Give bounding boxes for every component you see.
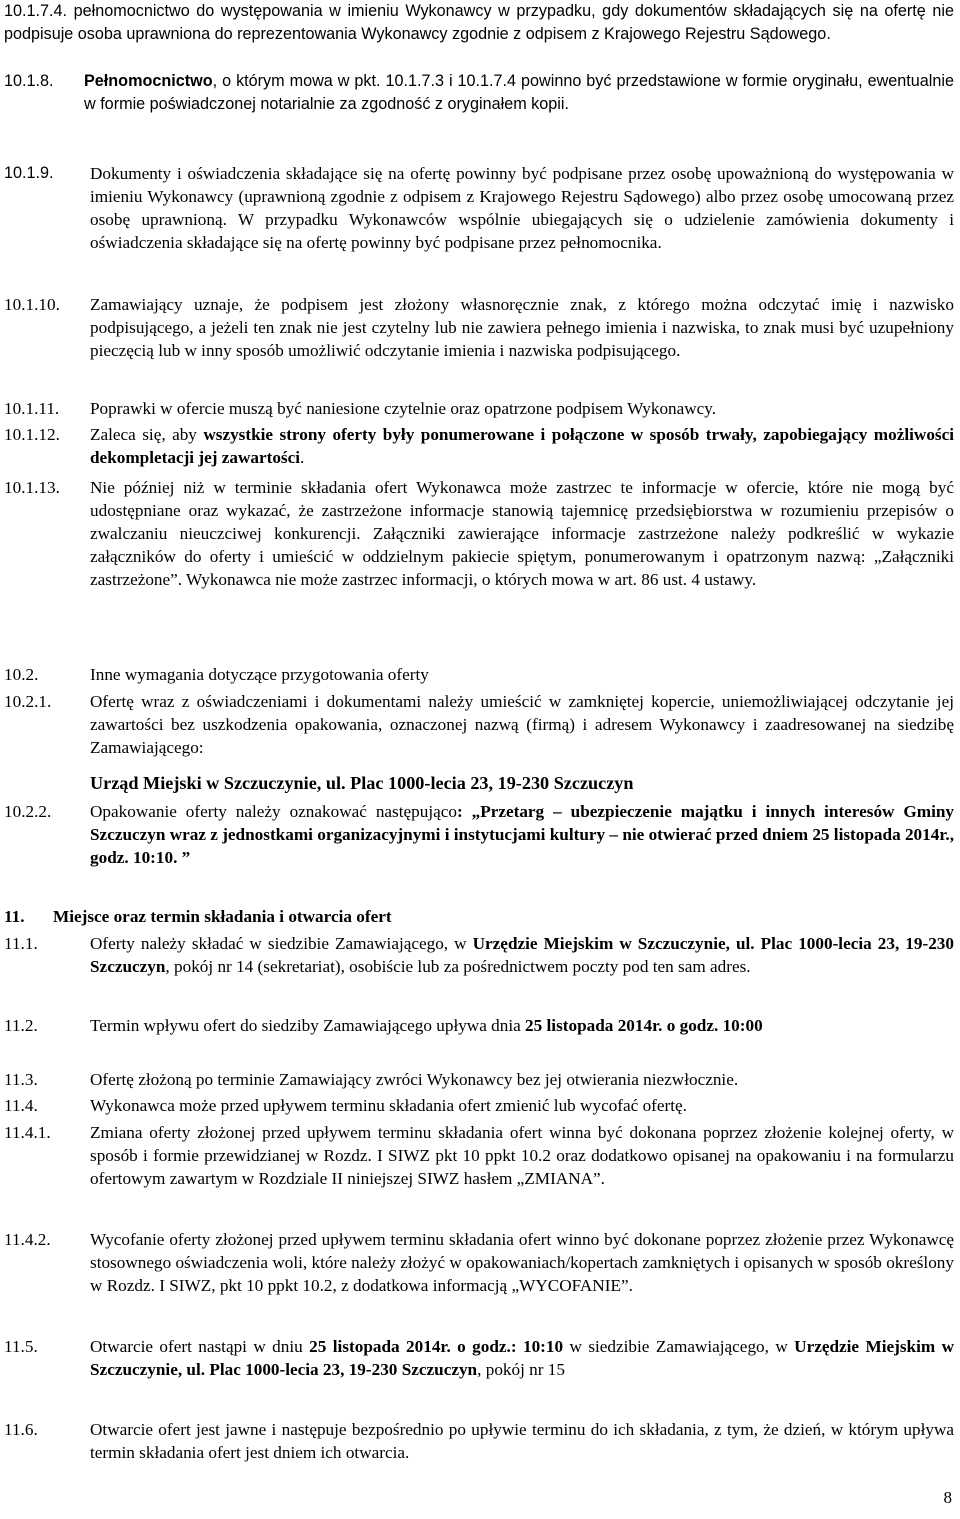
item-number: 11.1. (4, 934, 38, 953)
item-text-part: Miejsce oraz termin składania i otwarcia ofert (53, 907, 392, 926)
item-text: Nie później niż w terminie składania ofert Wykonawca może zastrzec te informacje w ofercie, które nie mogą być udostępniane oraz wykazać, że zastrzeżone informacje stanowią tajemnicę przedsiębiorstwa w rozumieniu przepisów o zwalczaniu nieuczciwej konkurencji. Załączniki zawierające informacje zastrzeżone należy podkreślić w wykazie załączników do oferty i umieścić w oddzielnym pakiecie spiętym, ponumerowanym i opatrzonym nazwą: „Załączniki zastrzeżone”. Wykonawca nie może zastrzec informacji, o których mowa w art. 86 ust. 4 ustawy. (90, 478, 954, 590)
item-10-1-11 (4, 397, 954, 420)
item-10-1-7-4 (4, 0, 954, 46)
item-text-part: Urząd Miejski w Szczuczynie, ul. Plac 1000-lecia 23, 19-230 Szczuczyn (90, 773, 634, 793)
item-text-part: w siedzibie Zamawiającego, w (563, 1337, 795, 1356)
item-text: Ofertę wraz z oświadczeniami i dokumentami należy umieścić w zamkniętej kopercie, uniemożliwiającej odczytanie jej zawartości bez uszkodzenia opakowania, oznaczonej nazwą (firmą) i adresem Wykonawcy i zaadresowanej na siedzibę Zamawiającego: (90, 692, 954, 758)
item-number: 11.4. (4, 1096, 38, 1115)
item-text: Wycofanie oferty złożonej przed upływem terminu składania ofert winno być dokonane poprzez złożenie przez Wykonawcę stosownego oświadczenia woli, które należy złożyć w opakowaniach/kopertach zamkniętych i opisanych w sposób określony w Rozdz. I SIWZ, pkt 10 ppkt 10.2, z dodatkowa informacją „WYCOFANIE”. (90, 1230, 954, 1296)
item-10-2-1 (4, 690, 954, 759)
item-text: Zamawiający uznaje, że podpisem jest złożony własnoręcznie znak, z którego można odczytać imię i nazwisko podpisującego, a jeżeli ten znak nie jest czytelny lub nie zawiera pełnego imienia i nazwiska, to znak musi być uzupełniony pieczęcią lub w inny sposób umożliwić odczytanie imienia i nazwiska podpisującego. (90, 295, 954, 361)
item-10-1-10 (4, 293, 954, 362)
address-line (4, 772, 954, 795)
item-text-part: , pokój nr 14 (sekretariat), osobiście lub za pośrednictwem poczty pod ten sam adres. (165, 957, 751, 977)
item-number: 11.4.2. (4, 1230, 51, 1249)
item-text-part: Otwarcie ofert nastąpi w dniu (90, 1337, 310, 1356)
section-11 (4, 905, 954, 928)
item-text-part: 25 listopada 2014r. o godz.: 10:10 (309, 1337, 564, 1356)
item-text: Zmiana oferty złożonej przed upływem terminu składania ofert winna być dokonana poprzez złożenie kolejnej oferty, w sposób i formie przewidzianej w Rozdz. I SIWZ pkt 10 ppkt 10.2 oraz dodatkowo opisanej na opakowaniu i na formularzu ofertowym zawartym w Rozdziale II niniejszej SIWZ hasłem „ZMIANA”. (90, 1123, 954, 1189)
item-text-part: Termin wpływu ofert do siedziby Zamawiającego upływa dnia (90, 1016, 526, 1035)
item-10-2-2 (4, 800, 954, 869)
item-text-part: Opakowanie oferty należy oznakować następująco (90, 802, 457, 821)
item-number: 11.4.1. (4, 1123, 51, 1142)
item-number: 10.2. (4, 665, 39, 684)
item-text (90, 932, 954, 978)
item-11-2 (4, 1014, 954, 1037)
item-11-4-1 (4, 1121, 954, 1190)
item-number: 10.1.12. (4, 425, 60, 444)
item-11-4 (4, 1094, 954, 1117)
item-number: 11.5. (4, 1337, 38, 1356)
item-11-5 (4, 1335, 954, 1381)
item-text-part: wszystkie strony oferty były ponumerowane i połączone w sposób trwały, zapobiegający możliwości dekompletacji jej zawartości (90, 425, 955, 468)
item-text: Poprawki w ofercie muszą być naniesione czytelnie oraz opatrzone podpisem Wykonawcy. (90, 399, 717, 418)
item-text-part: , pokój nr 15 (477, 1360, 565, 1380)
item-text-part: Zaleca się, aby (90, 425, 204, 444)
item-number: 10.2.1. (4, 692, 52, 711)
item-number: 11.3. (4, 1070, 38, 1089)
item-text: Inne wymagania dotyczące przygotowania oferty (90, 665, 429, 684)
item-number: 11.2. (4, 1016, 38, 1035)
item-text: Ofertę złożoną po terminie Zamawiający zwróci Wykonawcy bez jej otwierania niezwłocznie. (90, 1070, 739, 1089)
page-number: 8 (943, 1488, 952, 1507)
section-title (53, 905, 954, 928)
item-text: Wykonawca może przed upływem terminu składania ofert zmienić lub wycofać ofertę. (90, 1096, 687, 1115)
item-text (84, 70, 954, 116)
item-10-1-9 (4, 162, 954, 254)
item-number: 11. (4, 907, 25, 926)
item-text (90, 1014, 954, 1037)
item-10-1-12 (4, 423, 954, 469)
item-text (90, 1335, 954, 1381)
item-text-part: . (300, 448, 305, 468)
item-number: 10.1.10. (4, 295, 60, 314)
item-11-3 (4, 1068, 954, 1091)
item-10-1-13 (4, 476, 954, 591)
item-number: 10.1.13. (4, 478, 60, 497)
item-number: 10.2.2. (4, 802, 52, 821)
item-text (90, 800, 954, 869)
item-text (90, 423, 954, 469)
item-number: 10.1.8. (4, 72, 54, 90)
item-text-part: 25 listopada 2014r. o godz. 10:00 (525, 1016, 763, 1035)
item-10-1-8 (4, 70, 954, 116)
item-text-part: Pełnomocnictwo (84, 72, 213, 90)
item-number: 10.1.9. (4, 164, 54, 182)
item-text (4, 0, 954, 46)
item-text-part: , o którym mowa w pkt. 10.1.7.3 i 10.1.7.4 powinno być przedstawione w formie oryginału, ewentualnie w formie poświadczonej notarialnie za zgodność z oryginałem kopii. (84, 72, 954, 114)
item-number: 10.1.7.4. (4, 2, 68, 20)
item-text-part: : „Przetarg – ubezpieczenie majątku i innych interesów Gminy Szczuczyn wraz z jednostkami organizacyjnymi i instytucjami kultury – nie otwierać przed dniem 25 listopada 2014r., godz. 10:10. ” (90, 802, 955, 868)
item-text-part: Urzędzie Miejskim w Szczuczynie, ul. Plac 1000-lecia 23, 19-230 Szczuczyn (90, 934, 954, 977)
item-text-part: pełnomocnictwo do występowania w imieniu Wykonawcy w przypadku, gdy dokumentów składających się na ofertę nie podpisuje osoba uprawniona do reprezentowania Wykonawcy zgodnie z odpisem z Krajowego Rejestru Sądowego. (4, 2, 955, 44)
item-number: 10.1.11. (4, 399, 60, 418)
item-text-part: Oferty należy składać w siedzibie Zamawiającego, w (90, 934, 473, 953)
item-11-6 (4, 1418, 954, 1464)
item-text-part: Urzędzie Miejskim w Szczuczynie, ul. Plac 1000-lecia 23, 19-230 Szczuczyn (90, 1337, 954, 1380)
item-11-1 (4, 932, 954, 978)
item-text: Otwarcie ofert jest jawne i następuje bezpośrednio po upływie terminu do ich składania, z tym, że dzień, w którym upływa termin składania ofert jest dniem ich otwarcia. (90, 1420, 954, 1463)
item-11-4-2 (4, 1228, 954, 1297)
item-number: 11.6. (4, 1420, 38, 1439)
item-text (90, 772, 954, 795)
item-10-2 (4, 663, 954, 686)
item-text: Dokumenty i oświadczenia składające się na ofertę powinny być podpisane przez osobę upoważnioną do występowania w imieniu Wykonawcy (uprawnioną zgodnie z odpisem z Krajowego Rejestru Sądowego) albo przez osobę umocowaną przez osobę uprawnioną. W przypadku Wykonawców wspólnie ubiegających się o udzielenie zamówienia dokumenty i oświadczenia składające się na ofertę powinny być podpisane przez pełnomocnika. (90, 164, 954, 253)
